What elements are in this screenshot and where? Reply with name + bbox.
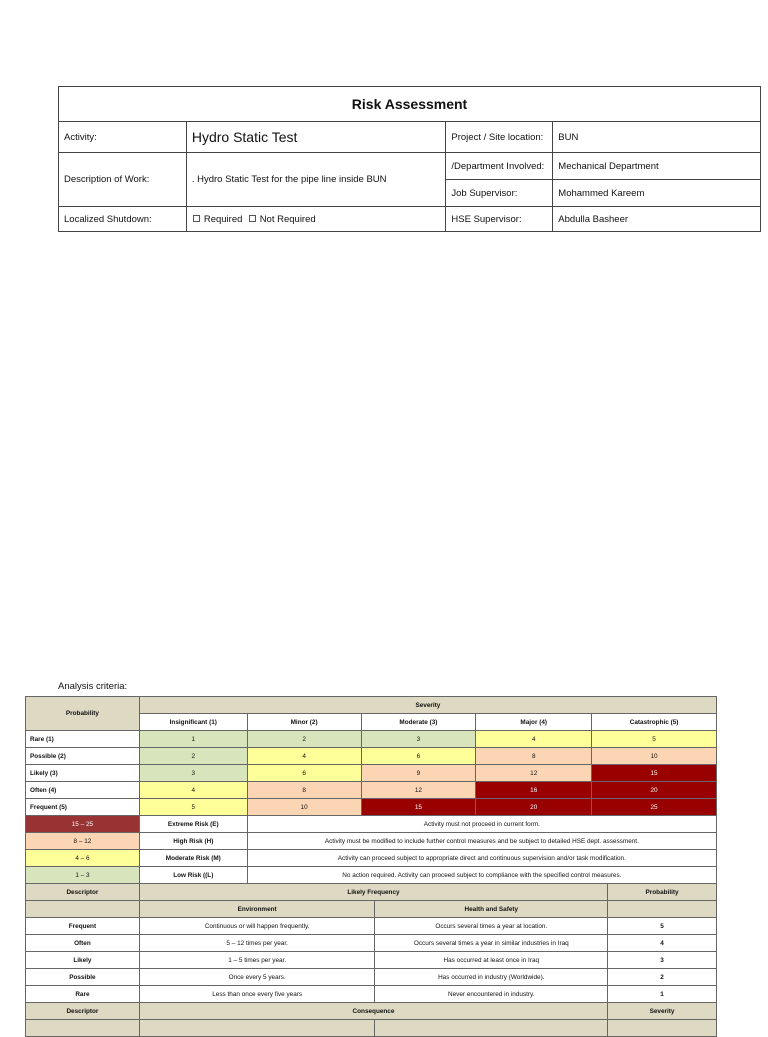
frequency-health: Occurs several times a year at location. (375, 918, 608, 935)
matrix-cell: 3 (139, 765, 247, 782)
risk-range: 15 – 25 (26, 816, 140, 833)
risk-name: Moderate Risk (M) (139, 850, 247, 867)
not-required-option-label: Not Required (259, 213, 316, 225)
frequency-descriptor: Frequent (26, 918, 140, 935)
activity-label: Activity: (59, 122, 187, 153)
risk-action: Activity must be modified to include further control measures and be subject to detailed HSE dept. assessment. (247, 833, 716, 850)
risk-range: 1 – 3 (26, 867, 140, 884)
environment-header: Environment (139, 901, 375, 918)
matrix-cell: 6 (361, 748, 476, 765)
matrix-cell: 15 (361, 799, 476, 816)
risk-name: Extreme Risk (E) (139, 816, 247, 833)
matrix-cell: 8 (476, 748, 592, 765)
frequency-descriptor: Rare (26, 986, 140, 1003)
matrix-cell: 20 (592, 782, 717, 799)
frequency-probability: 5 (608, 918, 717, 935)
consequence-descriptor-header: Descriptor (26, 1003, 140, 1020)
frequency-health: Has occurred in industry (Worldwide). (375, 969, 608, 986)
matrix-cell: 1 (139, 731, 247, 748)
matrix-cell: 15 (592, 765, 717, 782)
hse-label: HSE Supervisor: (446, 207, 553, 232)
matrix-cell: 2 (247, 731, 361, 748)
frequency-health: Never encountered in industry. (375, 986, 608, 1003)
frequency-descriptor-header: Descriptor (26, 884, 140, 901)
risk-action: No action required. Activity can proceed subject to compliance with the specified control measures. (247, 867, 716, 884)
health-safety-header: Health and Safety (375, 901, 608, 918)
severity-level: Moderate (3) (361, 714, 476, 731)
frequency-descriptor: Often (26, 935, 140, 952)
risk-level-row (26, 850, 717, 867)
analysis-criteria-label: Analysis criteria: (58, 681, 128, 692)
frequency-descriptor: Possible (26, 969, 140, 986)
job-supervisor-value: Mohammed Kareem (553, 180, 761, 207)
matrix-cell: 4 (476, 731, 592, 748)
risk-name: High Risk (H) (139, 833, 247, 850)
severity-level: Minor (2) (247, 714, 361, 731)
probability-label: Often (4) (26, 782, 140, 799)
page-title: Risk Assessment (59, 87, 761, 122)
matrix-row (26, 782, 717, 799)
matrix-row (26, 731, 717, 748)
required-checkbox[interactable] (193, 215, 200, 222)
severity-level: Major (4) (476, 714, 592, 731)
frequency-probability: 1 (608, 986, 717, 1003)
frequency-health: Has occurred at least once in Iraq (375, 952, 608, 969)
frequency-probability: 2 (608, 969, 717, 986)
frequency-probability: 3 (608, 952, 717, 969)
matrix-cell: 5 (592, 731, 717, 748)
frequency-row (26, 952, 717, 969)
frequency-probability: 4 (608, 935, 717, 952)
risk-level-row (26, 833, 717, 850)
department-label: /Department Involved: (446, 153, 553, 180)
risk-assessment-header-table (58, 86, 761, 232)
shutdown-label: Localized Shutdown: (59, 207, 187, 232)
frequency-environment: Less than once every five years (139, 986, 375, 1003)
matrix-cell: 9 (361, 765, 476, 782)
shutdown-options (186, 207, 446, 232)
risk-range: 4 – 6 (26, 850, 140, 867)
risk-level-row (26, 867, 717, 884)
frequency-health: Occurs several times a year in similar industries in Iraq (375, 935, 608, 952)
consequence-title: Consequence (139, 1003, 607, 1020)
severity-level: Catastrophic (5) (592, 714, 717, 731)
matrix-cell: 25 (592, 799, 717, 816)
risk-matrix-table (25, 696, 717, 1037)
project-value: BUN (553, 122, 761, 153)
description-label: Description of Work: (59, 153, 187, 207)
risk-range: 8 – 12 (26, 833, 140, 850)
matrix-cell: 4 (247, 748, 361, 765)
frequency-row (26, 918, 717, 935)
matrix-cell: 6 (247, 765, 361, 782)
matrix-cell: 2 (139, 748, 247, 765)
activity-value: Hydro Static Test (186, 122, 446, 153)
matrix-row (26, 765, 717, 782)
risk-name: Low Risk ((L) (139, 867, 247, 884)
probability-label: Likely (3) (26, 765, 140, 782)
probability-header: Probability (26, 697, 140, 731)
matrix-cell: 4 (139, 782, 247, 799)
frequency-title: Likely Frequency (139, 884, 607, 901)
matrix-cell: 8 (247, 782, 361, 799)
frequency-environment: 5 – 12 times per year. (139, 935, 375, 952)
department-value: Mechanical Department (553, 153, 761, 180)
risk-level-row (26, 816, 717, 833)
matrix-cell: 3 (361, 731, 476, 748)
project-label: Project / Site location: (446, 122, 553, 153)
job-supervisor-label: Job Supervisor: (446, 180, 553, 207)
severity-level: Insignificant (1) (139, 714, 247, 731)
frequency-environment: Once every 5 years. (139, 969, 375, 986)
frequency-probability-header: Probability (608, 884, 717, 901)
matrix-cell: 12 (476, 765, 592, 782)
probability-label: Rare (1) (26, 731, 140, 748)
description-value: . Hydro Static Test for the pipe line inside BUN (186, 153, 446, 207)
probability-label: Frequent (5) (26, 799, 140, 816)
risk-action: Activity can proceed subject to appropriate direct and continuous supervision and/or task modification. (247, 850, 716, 867)
frequency-environment: 1 – 5 times per year. (139, 952, 375, 969)
frequency-row (26, 935, 717, 952)
probability-label: Possible (2) (26, 748, 140, 765)
frequency-row (26, 969, 717, 986)
required-option-label: Required (203, 213, 243, 225)
consequence-severity-header: Severity (608, 1003, 717, 1020)
risk-action: Activity must not proceed in current form. (247, 816, 716, 833)
matrix-cell: 16 (476, 782, 592, 799)
severity-header: Severity (139, 697, 716, 714)
not-required-checkbox[interactable] (249, 215, 256, 222)
matrix-cell: 20 (476, 799, 592, 816)
hse-value: Abdulla Basheer (553, 207, 761, 232)
matrix-cell: 12 (361, 782, 476, 799)
matrix-cell: 5 (139, 799, 247, 816)
frequency-environment: Continuous or will happen frequently. (139, 918, 375, 935)
matrix-row (26, 799, 717, 816)
matrix-cell: 10 (247, 799, 361, 816)
frequency-row (26, 986, 717, 1003)
matrix-cell: 10 (592, 748, 717, 765)
frequency-descriptor: Likely (26, 952, 140, 969)
matrix-row (26, 748, 717, 765)
